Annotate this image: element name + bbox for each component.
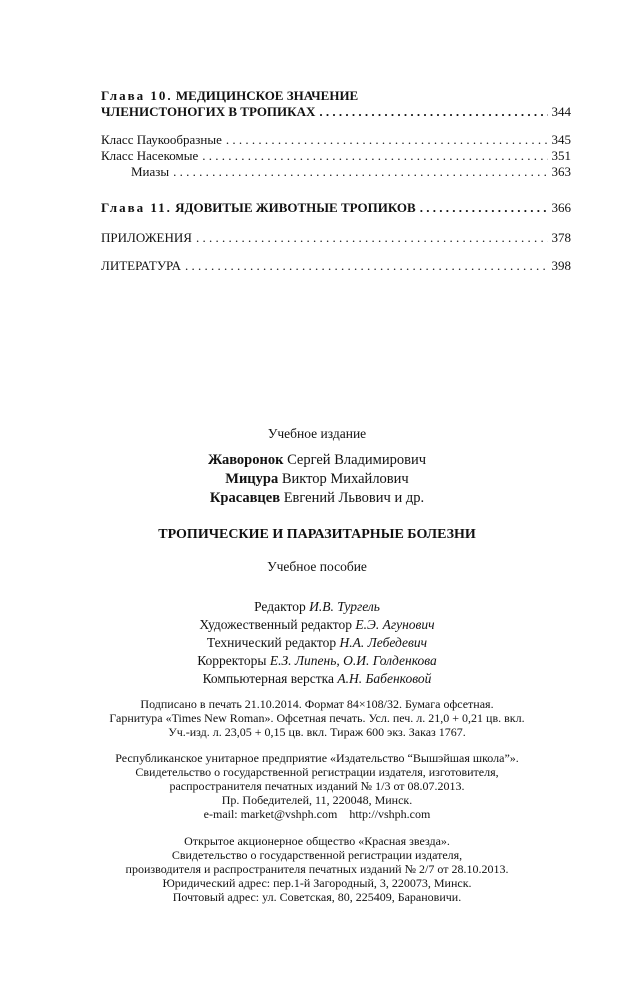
staff-line (0, 652, 634, 670)
printer-info (0, 834, 634, 904)
print-info (0, 697, 634, 739)
toc-chapter-10-line2 (101, 104, 571, 120)
book-type: Учебное пособие (267, 559, 367, 574)
publisher-info-line: распространителя печатных изданий № 1/3 от 08.07.2013. (169, 779, 465, 793)
authors-list (0, 451, 634, 508)
chapter-11-title: ЯДОВИТЫЕ ЖИВОТНЫЕ ТРОПИКОВ (175, 200, 416, 215)
staff-role: Корректоры (197, 653, 267, 668)
staff-person: Н.А. Лебедевич (339, 635, 428, 650)
author-name: Евгений Львович и др. (283, 490, 425, 506)
edition-type: Учебное издание (267, 426, 367, 441)
publisher-info-line: Пр. Победителей, 11, 220048, Минск. (221, 793, 413, 807)
toc-entry-title: Класс Насекомые (101, 148, 199, 163)
staff-line (0, 616, 634, 634)
staff-role: Художественный редактор (199, 617, 352, 632)
printer-info-line: Открытое акционерное общество «Красная звезда». (184, 834, 450, 848)
toc-entry (101, 148, 571, 164)
staff-person: Е.З. Липень, О.И. Голденкова (269, 653, 437, 668)
printer-info-line: Свидетельство о государственной регистрации издателя, (171, 848, 463, 862)
publisher-info-line: Республиканское унитарное предприятие «Издательство “Вышэйшая школа”». (115, 751, 519, 765)
staff-person: Е.Э. Агунович (355, 617, 435, 632)
publisher-info-line: Свидетельство о государственной регистрации издателя, изготовителя, (135, 765, 499, 779)
author-surname: Жаворонок (207, 452, 284, 468)
chapter-11-page: 366 (551, 200, 571, 215)
toc-appendix (101, 230, 571, 246)
chapter-10-prefix: Глава 10. (101, 88, 173, 103)
staff-line (0, 634, 634, 652)
toc-entry-title: Класс Паукообразные (101, 132, 222, 147)
toc-chapter-11 (101, 200, 571, 216)
appendix-page: 378 (551, 230, 571, 245)
staff-role: Технический редактор (206, 635, 337, 650)
toc-entry-page: 345 (551, 132, 571, 147)
toc-entry (101, 132, 571, 148)
author-name: Виктор Михайлович (281, 471, 409, 487)
chapter-11-prefix: Глава 11. (101, 200, 172, 215)
print-info-line: Гарнитура «Times New Roman». Офсетная печать. Усл. печ. л. 21,0 + 0,21 цв. вкл. (109, 711, 525, 725)
print-info-line: Подписано в печать 21.10.2014. Формат 84×108/32. Бумага офсетная. (140, 697, 494, 711)
publisher-contacts: e-mail: market@vshph.com http://vshph.com (203, 807, 431, 821)
leader-dots (226, 132, 548, 148)
toc-entry-title: Миазы (131, 164, 170, 179)
table-of-contents (101, 88, 571, 274)
literature-title: ЛИТЕРАТУРА (101, 258, 181, 273)
staff-person: И.В. Тургель (309, 599, 380, 614)
staff-line (0, 598, 634, 616)
staff-role: Компьютерная верстка (202, 671, 334, 686)
leader-dots (173, 164, 547, 180)
staff-role: Редактор (254, 599, 306, 614)
toc-entry-page: 351 (551, 148, 571, 163)
book-title: ТРОПИЧЕСКИЕ И ПАРАЗИТАРНЫЕ БОЛЕЗНИ (158, 527, 476, 542)
printer-info-line: Почтовый адрес: ул. Советская, 80, 225409, Барановичи. (172, 890, 462, 904)
leader-dots (319, 104, 547, 120)
toc-literature (101, 258, 571, 274)
author-surname: Мицура (225, 471, 279, 487)
staff-list (0, 598, 634, 688)
literature-page: 398 (551, 258, 571, 273)
author (0, 451, 634, 470)
leader-dots (202, 148, 547, 164)
print-info-line: Уч.-изд. л. 23,05 + 0,15 цв. вкл. Тираж 600 экз. Заказ 1767. (168, 725, 466, 739)
appendix-title: ПРИЛОЖЕНИЯ (101, 230, 192, 245)
author (0, 470, 634, 489)
author (0, 489, 634, 508)
toc-chapter-10-line1 (101, 88, 571, 104)
printer-info-line: производителя и распространителя печатных изданий № 2/7 от 28.10.2013. (125, 862, 509, 876)
staff-line (0, 670, 634, 688)
author-surname: Красавцев (209, 490, 281, 506)
chapter-10-page: 344 (551, 104, 571, 119)
leader-dots (420, 200, 548, 216)
toc-entry (101, 164, 571, 180)
leader-dots (196, 230, 548, 246)
staff-person: А.Н. Бабенковой (337, 671, 432, 686)
chapter-10-title-line1: МЕДИЦИНСКОЕ ЗНАЧЕНИЕ (175, 88, 359, 103)
toc-entry-page: 363 (551, 164, 571, 179)
leader-dots (185, 258, 548, 274)
chapter-10-title-line2: ЧЛЕНИСТОНОГИХ В ТРОПИКАХ (101, 104, 316, 119)
printer-info-line: Юридический адрес: пер.1-й Загородный, 3, 220073, Минск. (162, 876, 472, 890)
publisher-info (0, 751, 634, 821)
author-name: Сергей Владимирович (287, 452, 427, 468)
